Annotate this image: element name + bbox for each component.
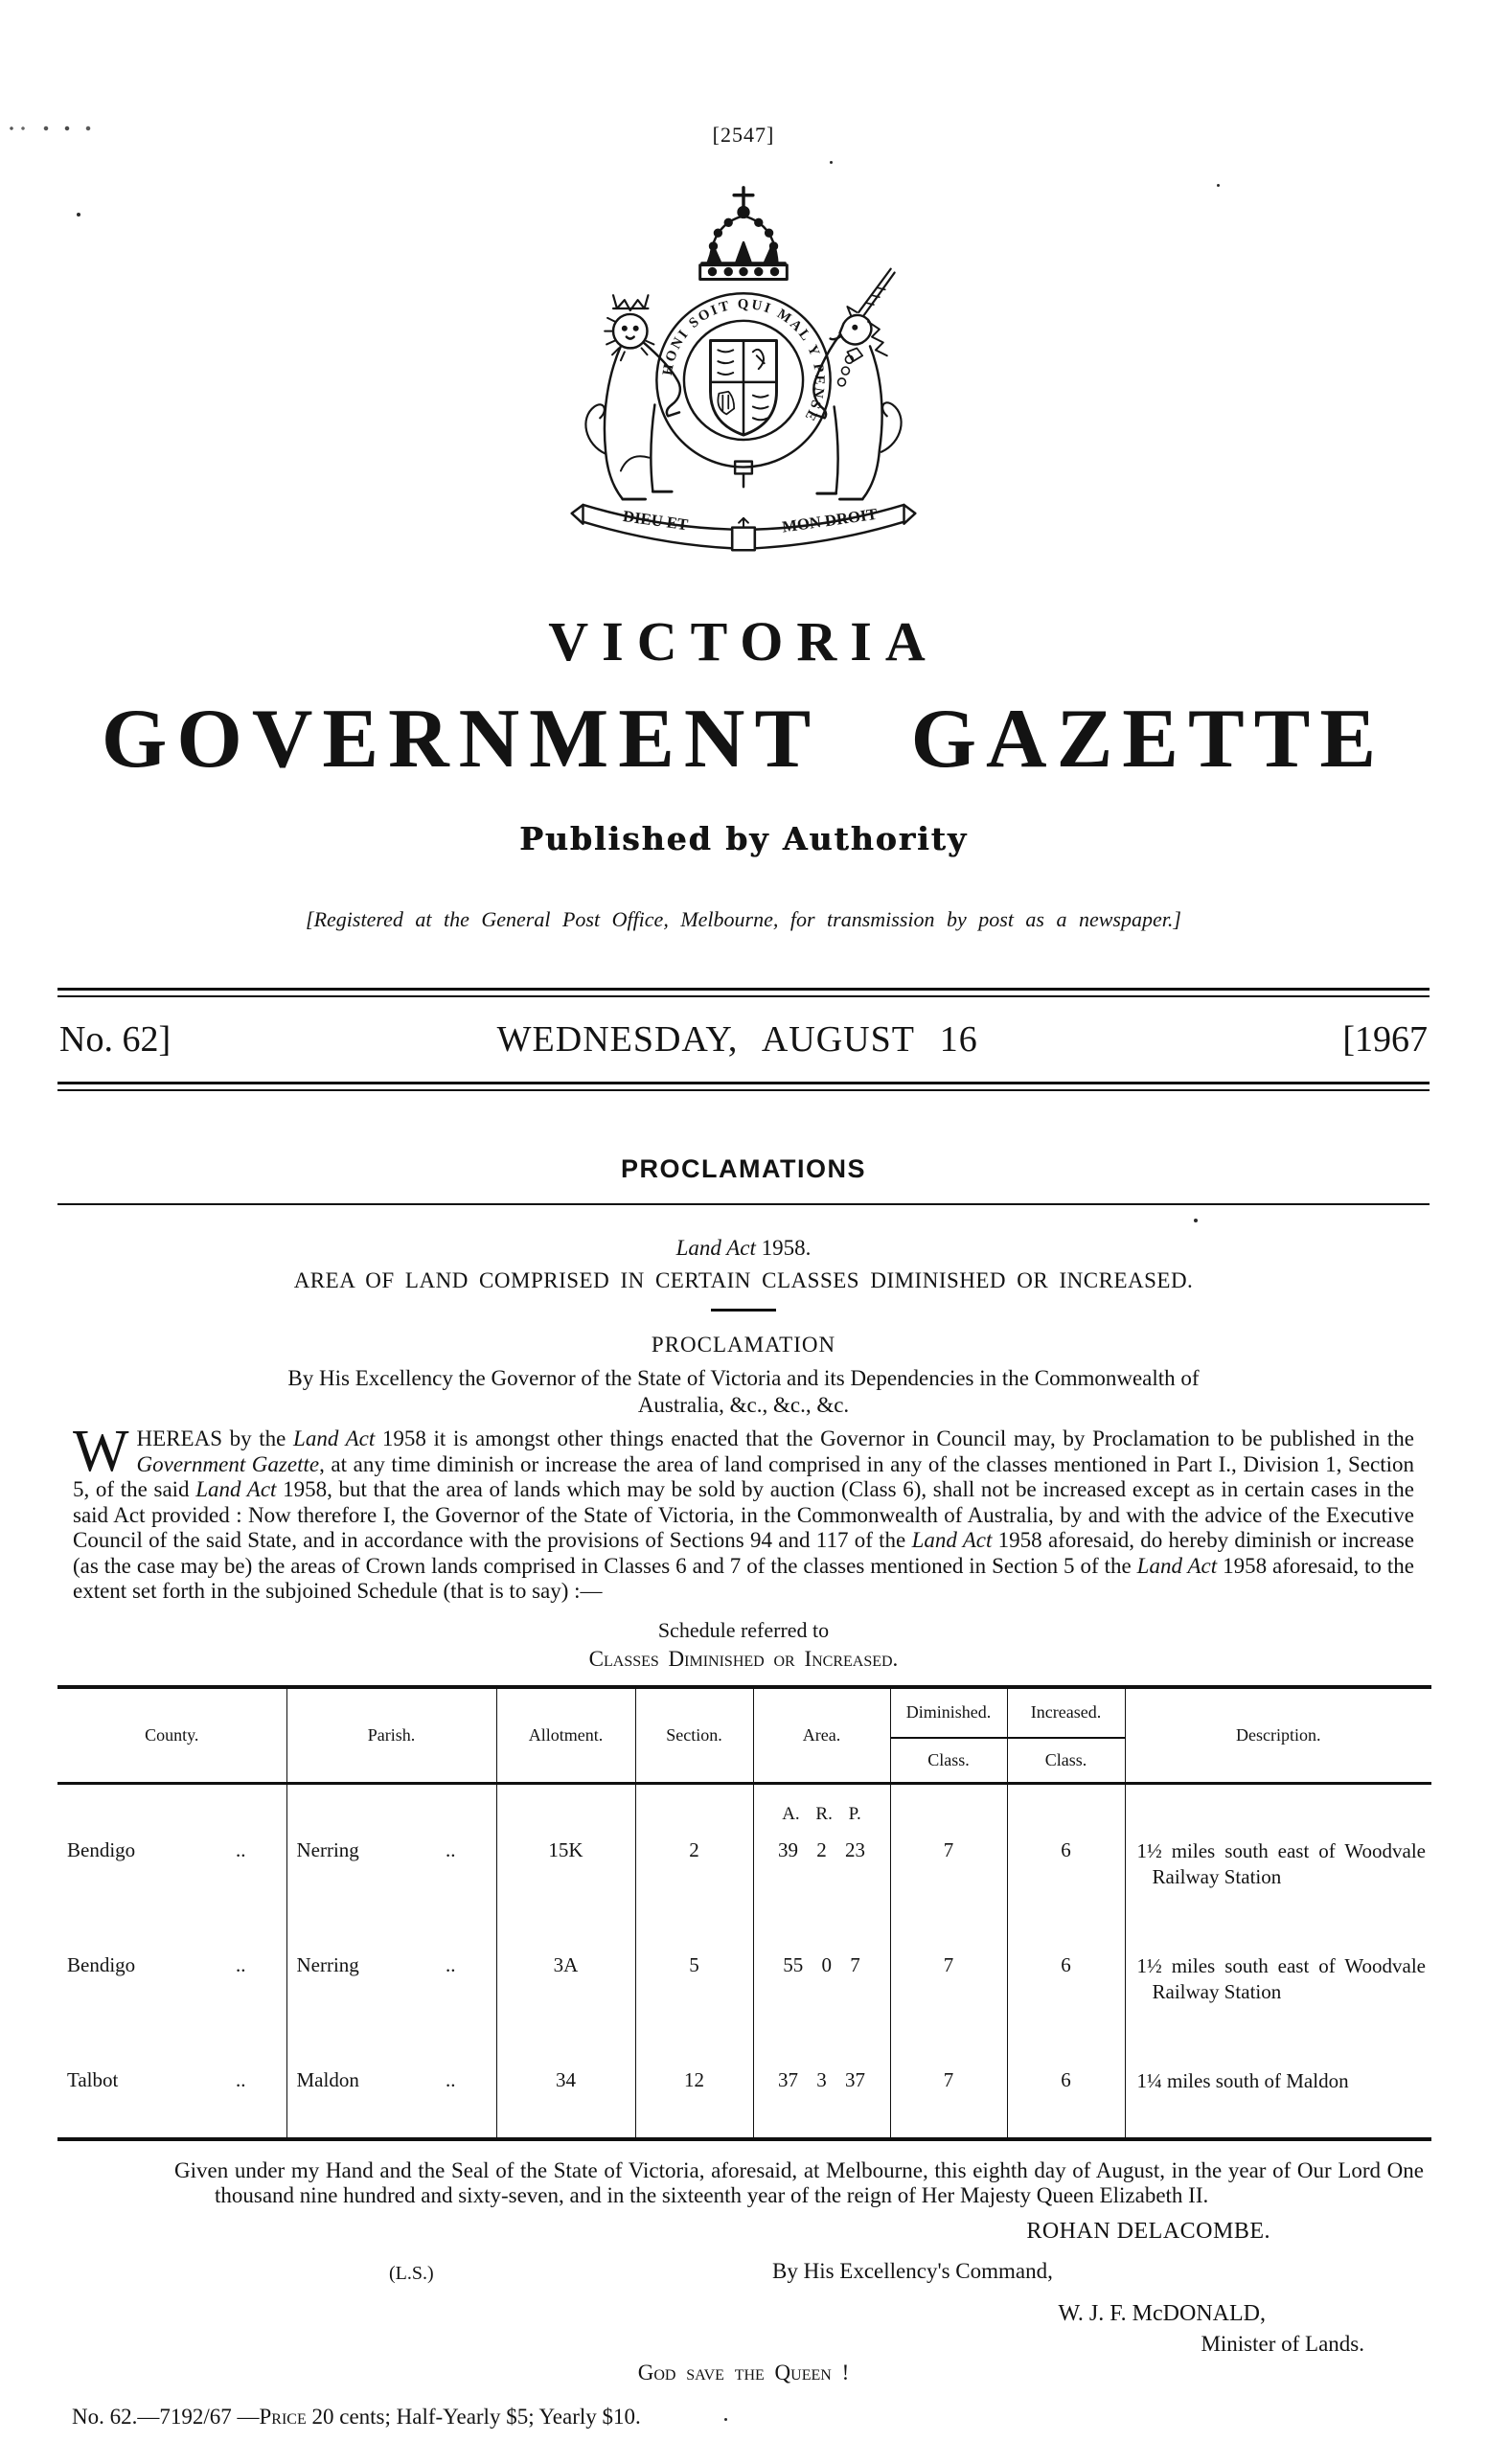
table-row	[57, 1827, 1431, 1942]
divider-rule	[711, 1309, 776, 1312]
diminished-class-value: 7	[890, 1942, 1007, 2057]
whereas-segment: 1958 it is amongst other things enacted that the Governor in Council may, by Proclamation to be published in the	[375, 1426, 1414, 1450]
increased-class-value: 6	[1007, 1942, 1125, 2057]
whereas-paragraph	[73, 1419, 1415, 1605]
command-line: By His Excellency's Command,	[772, 2258, 1053, 2283]
whereas-segment: Land Act	[293, 1426, 376, 1450]
header-increased-class: Class.	[1044, 1749, 1087, 1769]
description-value: 1½ miles south east of Woodvale Railway Station	[1136, 1838, 1426, 1888]
description-value: 1¼ miles south of Maldon	[1136, 2068, 1349, 2092]
schedule-table	[57, 1685, 1431, 2141]
parish-value: Maldon	[296, 2067, 359, 2091]
masthead-rule-bottom	[57, 1082, 1430, 1091]
scan-speck	[830, 161, 833, 164]
given-paragraph: Given under my Hand and the Seal of the State of Victoria, aforesaid, at Melbourne, this eighth day of August, in the year of Our Lord One thousand nine hundred and sixty-seven, and in the sixteenth year of the reign of Her Majesty Queen Elizabeth II.	[174, 2157, 1424, 2207]
header-area: Area.	[753, 1687, 890, 1784]
minister-signature: W. J. F. McDONALD,	[1058, 2300, 1266, 2326]
schedule-caption: Schedule referred to	[657, 1617, 830, 1642]
scan-speck	[1217, 184, 1220, 187]
imprint-line	[72, 2405, 1487, 2430]
increased-class-value: 6	[1007, 1827, 1125, 1942]
issue-year: [1967	[1342, 1019, 1428, 1060]
header-diminished	[890, 1687, 1007, 1784]
table-row	[57, 1942, 1431, 2057]
parish-value: Nerring	[296, 1837, 359, 1861]
whereas-segment: 1958 aforesaid, to the extent set forth in the subjoined Schedule (that is to say) :—	[73, 1553, 1414, 1603]
whereas-segment: Land Act	[1136, 1553, 1218, 1578]
act-name: Land Act	[675, 1236, 756, 1260]
ditto-dots: ..	[236, 2067, 246, 2091]
proclamations-heading: PROCLAMATIONS	[621, 1154, 866, 1183]
header-description: Description.	[1125, 1687, 1431, 1784]
scan-speck	[77, 213, 80, 217]
byline-line-2: Australia, &c., &c., &c.	[637, 1393, 850, 1417]
masthead-row	[59, 997, 1428, 1070]
scan-noise	[8, 125, 123, 132]
published-by-authority: Published by Authority	[518, 820, 968, 857]
minister-title: Minister of Lands.	[1201, 2331, 1364, 2356]
whereas-segment: HEREAS by the	[136, 1426, 294, 1450]
table-row	[57, 2057, 1431, 2139]
header-diminished-label: Diminished.	[891, 1689, 1007, 1739]
header-allotment: Allotment.	[496, 1687, 635, 1784]
area-value: 39 2 23	[753, 1827, 890, 1942]
ditto-dots: ..	[446, 2067, 456, 2091]
diminished-class-value: 7	[890, 1827, 1007, 1942]
description-value: 1½ miles south east of Woodvale Railway Station	[1136, 1953, 1426, 2003]
royal-coat-of-arms	[0, 180, 1487, 567]
section-value: 5	[635, 1942, 753, 2057]
ditto-dots: ..	[236, 1952, 246, 1976]
allotment-value: 34	[496, 2057, 635, 2139]
governor-signature: ROHAN DELACOMBE.	[1026, 2218, 1270, 2244]
lion-supporter-icon	[585, 295, 679, 499]
scroll-motto-right: MON DROIT	[781, 504, 879, 536]
county-value: Bendigo	[67, 1837, 136, 1861]
header-increased	[1007, 1687, 1125, 1784]
whereas-segment: , at any time diminish or increase the area of land comprised in any of the classes mentioned in Part I., Division 1, Section 5, of the said	[73, 1451, 1414, 1501]
imprint-prices: 20 cents; Half-Yearly $5; Yearly $10.	[306, 2404, 641, 2429]
signature-area	[0, 2218, 1487, 2384]
state-title: VICTORIA	[548, 610, 939, 673]
proclamation-byline	[0, 1365, 1487, 1419]
whereas-segment: 1958, but that the area of lands which may be sold by auction (Class 6), shall not be increased except as in certain cases in the said Act provided : Now therefore I, the Governor of the State of Victoria, in the Commonwealth of Australia, by and with the advice of the Executive Council of the said State, and in accordance with the provisions of Sections 94 and 117 of the	[73, 1477, 1415, 1552]
section-rule	[57, 1203, 1430, 1205]
gazette-title: GOVERNMENT GAZETTE	[101, 693, 1386, 786]
whereas-segment: Government Gazette	[136, 1451, 320, 1476]
god-save-line: God save the Queen !	[637, 2360, 850, 2384]
county-value: Bendigo	[67, 1952, 136, 1976]
header-diminished-class: Class.	[927, 1749, 970, 1769]
issue-date: WEDNESDAY, AUGUST 16	[496, 1019, 978, 1060]
header-section: Section.	[635, 1687, 753, 1784]
price-label: Price	[259, 2404, 307, 2429]
seal-mark: (L.S.)	[389, 2262, 434, 2284]
act-headline: AREA OF LAND COMPRISED IN CERTAIN CLASSES DIMINISHED OR INCREASED.	[293, 1268, 1194, 1292]
dropcap-w: W	[73, 1419, 129, 1484]
imprint-number: No. 62.—7192/67 —	[72, 2404, 260, 2429]
ditto-dots: ..	[446, 1837, 456, 1861]
increased-class-value: 6	[1007, 2057, 1125, 2139]
area-value: 37 3 37	[753, 2057, 890, 2139]
masthead-rule-top	[57, 988, 1430, 997]
whereas-segment: Land Act	[911, 1528, 993, 1552]
ditto-dots: ..	[236, 1837, 246, 1861]
diminished-class-value: 7	[890, 2057, 1007, 2139]
parish-value: Nerring	[296, 1952, 359, 1976]
section-value: 12	[635, 2057, 753, 2139]
garter-motto: HONI SOIT QUI MAL Y PENSE	[660, 296, 827, 425]
scan-speck	[1194, 1219, 1198, 1222]
section-value: 2	[635, 1827, 753, 1942]
allotment-value: 3A	[496, 1942, 635, 2057]
act-title	[0, 1236, 1487, 1261]
byline-line-1: By His Excellency the Governor of the State of Victoria and its Dependencies in the Commonwealth of	[287, 1366, 1200, 1390]
header-increased-label: Increased.	[1008, 1689, 1125, 1739]
area-value: 55 0 7	[753, 1942, 890, 2057]
ditto-dots: ..	[446, 1952, 456, 1976]
scan-speck	[724, 2418, 727, 2421]
act-year: 1958.	[755, 1236, 812, 1260]
scroll-motto-left: DIEU ET	[621, 507, 690, 535]
table-header-row	[57, 1687, 1431, 1784]
area-units-row	[57, 1783, 1431, 1827]
gazette-page	[0, 123, 1487, 2464]
county-value: Talbot	[67, 2067, 119, 2091]
crown-cross-icon	[734, 188, 753, 217]
royal-coat-of-arms-icon	[523, 180, 964, 567]
whereas-segment: Land Act	[195, 1477, 277, 1501]
classes-caption: Classes Diminished or Increased.	[588, 1646, 899, 1671]
area-units-label: A. R. P.	[782, 1803, 861, 1824]
allotment-value: 15K	[496, 1827, 635, 1942]
proclamation-subheading: PROCLAMATION	[651, 1333, 836, 1357]
page-reference-number: [2547]	[712, 123, 775, 147]
header-parish: Parish.	[286, 1687, 496, 1784]
header-county: County.	[57, 1687, 286, 1784]
registered-line: [Registered at the General Post Office, Melbourne, for transmission by post as a newspaper.]	[306, 907, 1181, 931]
issue-number: No. 62]	[59, 1019, 172, 1060]
whereas-segment: 1958 aforesaid, do hereby diminish or increase (as the case may be) the areas of Crown lands comprised in Classes 6 and 7 of the classes mentioned in Section 5 of the	[73, 1528, 1414, 1578]
